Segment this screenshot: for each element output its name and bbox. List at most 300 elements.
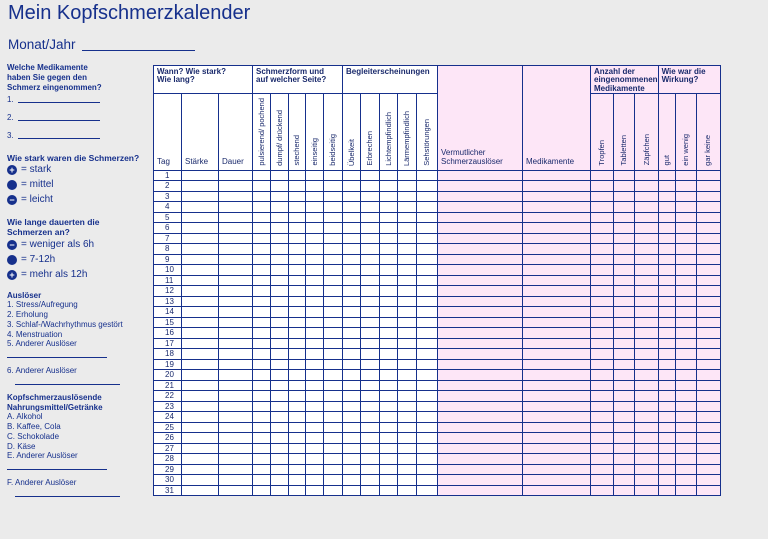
entry-cell[interactable] bbox=[417, 338, 438, 349]
entry-cell[interactable] bbox=[219, 401, 253, 412]
entry-cell[interactable] bbox=[523, 181, 591, 192]
entry-cell[interactable] bbox=[417, 265, 438, 276]
entry-cell[interactable] bbox=[253, 359, 271, 370]
entry-cell[interactable] bbox=[398, 275, 417, 286]
entry-cell[interactable] bbox=[398, 317, 417, 328]
entry-cell[interactable] bbox=[417, 380, 438, 391]
entry-cell[interactable] bbox=[380, 328, 398, 339]
entry-cell[interactable] bbox=[219, 454, 253, 465]
entry-cell[interactable] bbox=[523, 359, 591, 370]
entry-cell[interactable] bbox=[380, 475, 398, 486]
entry-cell[interactable] bbox=[675, 265, 696, 276]
entry-cell[interactable] bbox=[438, 317, 523, 328]
entry-cell[interactable] bbox=[289, 275, 306, 286]
entry-cell[interactable] bbox=[613, 422, 635, 433]
entry-cell[interactable] bbox=[675, 275, 696, 286]
entry-cell[interactable] bbox=[417, 412, 438, 423]
entry-cell[interactable] bbox=[380, 412, 398, 423]
entry-cell[interactable] bbox=[182, 464, 219, 475]
entry-cell[interactable] bbox=[306, 433, 324, 444]
entry-cell[interactable] bbox=[361, 275, 380, 286]
entry-cell[interactable] bbox=[591, 286, 614, 297]
entry-cell[interactable] bbox=[696, 412, 720, 423]
entry-cell[interactable] bbox=[591, 202, 614, 213]
entry-cell[interactable] bbox=[306, 181, 324, 192]
entry-cell[interactable] bbox=[380, 254, 398, 265]
entry-cell[interactable] bbox=[696, 244, 720, 255]
medication-line-1[interactable]: 1. bbox=[7, 95, 152, 105]
entry-cell[interactable] bbox=[182, 212, 219, 223]
entry-cell[interactable] bbox=[591, 401, 614, 412]
entry-cell[interactable] bbox=[417, 212, 438, 223]
entry-cell[interactable] bbox=[219, 170, 253, 181]
entry-cell[interactable] bbox=[380, 265, 398, 276]
entry-cell[interactable] bbox=[417, 244, 438, 255]
entry-cell[interactable] bbox=[613, 244, 635, 255]
entry-cell[interactable] bbox=[380, 349, 398, 360]
entry-cell[interactable] bbox=[658, 412, 675, 423]
entry-cell[interactable] bbox=[324, 296, 343, 307]
entry-cell[interactable] bbox=[398, 401, 417, 412]
entry-cell[interactable] bbox=[438, 380, 523, 391]
entry-cell[interactable] bbox=[696, 401, 720, 412]
entry-cell[interactable] bbox=[438, 443, 523, 454]
entry-cell[interactable] bbox=[343, 380, 361, 391]
entry-cell[interactable] bbox=[591, 212, 614, 223]
entry-cell[interactable] bbox=[696, 349, 720, 360]
entry-cell[interactable] bbox=[306, 317, 324, 328]
entry-cell[interactable] bbox=[675, 401, 696, 412]
entry-cell[interactable] bbox=[398, 286, 417, 297]
entry-cell[interactable] bbox=[398, 370, 417, 381]
medication-line-3[interactable]: 3. bbox=[7, 131, 152, 141]
entry-cell[interactable] bbox=[271, 443, 289, 454]
entry-cell[interactable] bbox=[271, 359, 289, 370]
entry-cell[interactable] bbox=[675, 286, 696, 297]
entry-cell[interactable] bbox=[696, 254, 720, 265]
entry-cell[interactable] bbox=[613, 328, 635, 339]
entry-cell[interactable] bbox=[417, 296, 438, 307]
entry-cell[interactable] bbox=[271, 475, 289, 486]
entry-cell[interactable] bbox=[219, 244, 253, 255]
entry-cell[interactable] bbox=[324, 485, 343, 496]
entry-cell[interactable] bbox=[380, 401, 398, 412]
entry-cell[interactable] bbox=[306, 464, 324, 475]
entry-cell[interactable] bbox=[306, 307, 324, 318]
entry-cell[interactable] bbox=[635, 485, 659, 496]
entry-cell[interactable] bbox=[696, 265, 720, 276]
entry-cell[interactable] bbox=[361, 223, 380, 234]
entry-cell[interactable] bbox=[398, 254, 417, 265]
entry-cell[interactable] bbox=[343, 485, 361, 496]
entry-cell[interactable] bbox=[306, 202, 324, 213]
entry-cell[interactable] bbox=[289, 443, 306, 454]
entry-cell[interactable] bbox=[324, 223, 343, 234]
entry-cell[interactable] bbox=[696, 296, 720, 307]
entry-cell[interactable] bbox=[271, 422, 289, 433]
entry-cell[interactable] bbox=[343, 307, 361, 318]
entry-cell[interactable] bbox=[253, 443, 271, 454]
food-e-line[interactable] bbox=[7, 469, 107, 470]
entry-cell[interactable] bbox=[417, 328, 438, 339]
entry-cell[interactable] bbox=[182, 254, 219, 265]
entry-cell[interactable] bbox=[523, 317, 591, 328]
entry-cell[interactable] bbox=[253, 223, 271, 234]
entry-cell[interactable] bbox=[675, 254, 696, 265]
entry-cell[interactable] bbox=[271, 244, 289, 255]
entry-cell[interactable] bbox=[271, 265, 289, 276]
entry-cell[interactable] bbox=[438, 296, 523, 307]
entry-cell[interactable] bbox=[271, 181, 289, 192]
entry-cell[interactable] bbox=[289, 202, 306, 213]
entry-cell[interactable] bbox=[324, 286, 343, 297]
entry-cell[interactable] bbox=[438, 233, 523, 244]
entry-cell[interactable] bbox=[398, 443, 417, 454]
entry-cell[interactable] bbox=[324, 338, 343, 349]
entry-cell[interactable] bbox=[343, 475, 361, 486]
entry-cell[interactable] bbox=[324, 391, 343, 402]
entry-cell[interactable] bbox=[613, 286, 635, 297]
entry-cell[interactable] bbox=[380, 286, 398, 297]
entry-cell[interactable] bbox=[523, 202, 591, 213]
entry-cell[interactable] bbox=[696, 475, 720, 486]
entry-cell[interactable] bbox=[306, 349, 324, 360]
entry-cell[interactable] bbox=[182, 380, 219, 391]
entry-cell[interactable] bbox=[343, 464, 361, 475]
entry-cell[interactable] bbox=[591, 349, 614, 360]
entry-cell[interactable] bbox=[380, 170, 398, 181]
entry-cell[interactable] bbox=[253, 370, 271, 381]
entry-cell[interactable] bbox=[613, 254, 635, 265]
entry-cell[interactable] bbox=[343, 422, 361, 433]
entry-cell[interactable] bbox=[523, 307, 591, 318]
entry-cell[interactable] bbox=[523, 454, 591, 465]
entry-cell[interactable] bbox=[398, 454, 417, 465]
entry-cell[interactable] bbox=[417, 202, 438, 213]
entry-cell[interactable] bbox=[613, 464, 635, 475]
entry-cell[interactable] bbox=[271, 212, 289, 223]
entry-cell[interactable] bbox=[361, 202, 380, 213]
entry-cell[interactable] bbox=[635, 380, 659, 391]
entry-cell[interactable] bbox=[289, 464, 306, 475]
entry-cell[interactable] bbox=[658, 475, 675, 486]
entry-cell[interactable] bbox=[306, 328, 324, 339]
entry-cell[interactable] bbox=[306, 391, 324, 402]
entry-cell[interactable] bbox=[324, 380, 343, 391]
entry-cell[interactable] bbox=[635, 212, 659, 223]
entry-cell[interactable] bbox=[253, 328, 271, 339]
entry-cell[interactable] bbox=[658, 223, 675, 234]
entry-cell[interactable] bbox=[635, 296, 659, 307]
entry-cell[interactable] bbox=[289, 170, 306, 181]
entry-cell[interactable] bbox=[361, 191, 380, 202]
entry-cell[interactable] bbox=[635, 181, 659, 192]
entry-cell[interactable] bbox=[253, 485, 271, 496]
entry-cell[interactable] bbox=[361, 328, 380, 339]
entry-cell[interactable] bbox=[675, 170, 696, 181]
entry-cell[interactable] bbox=[398, 265, 417, 276]
entry-cell[interactable] bbox=[361, 359, 380, 370]
entry-cell[interactable] bbox=[289, 223, 306, 234]
entry-cell[interactable] bbox=[591, 223, 614, 234]
entry-cell[interactable] bbox=[182, 443, 219, 454]
entry-cell[interactable] bbox=[361, 464, 380, 475]
entry-cell[interactable] bbox=[613, 307, 635, 318]
entry-cell[interactable] bbox=[591, 422, 614, 433]
entry-cell[interactable] bbox=[417, 254, 438, 265]
entry-cell[interactable] bbox=[306, 265, 324, 276]
entry-cell[interactable] bbox=[324, 464, 343, 475]
entry-cell[interactable] bbox=[289, 296, 306, 307]
entry-cell[interactable] bbox=[523, 275, 591, 286]
entry-cell[interactable] bbox=[343, 265, 361, 276]
entry-cell[interactable] bbox=[380, 485, 398, 496]
entry-cell[interactable] bbox=[306, 380, 324, 391]
entry-cell[interactable] bbox=[658, 254, 675, 265]
entry-cell[interactable] bbox=[635, 233, 659, 244]
entry-cell[interactable] bbox=[306, 485, 324, 496]
entry-cell[interactable] bbox=[658, 202, 675, 213]
entry-cell[interactable] bbox=[324, 181, 343, 192]
entry-cell[interactable] bbox=[343, 328, 361, 339]
entry-cell[interactable] bbox=[219, 349, 253, 360]
entry-cell[interactable] bbox=[289, 328, 306, 339]
entry-cell[interactable] bbox=[696, 328, 720, 339]
entry-cell[interactable] bbox=[380, 370, 398, 381]
entry-cell[interactable] bbox=[635, 202, 659, 213]
entry-cell[interactable] bbox=[253, 475, 271, 486]
entry-cell[interactable] bbox=[271, 233, 289, 244]
entry-cell[interactable] bbox=[253, 181, 271, 192]
entry-cell[interactable] bbox=[523, 412, 591, 423]
entry-cell[interactable] bbox=[182, 359, 219, 370]
entry-cell[interactable] bbox=[591, 443, 614, 454]
entry-cell[interactable] bbox=[438, 275, 523, 286]
entry-cell[interactable] bbox=[696, 307, 720, 318]
entry-cell[interactable] bbox=[635, 191, 659, 202]
entry-cell[interactable] bbox=[343, 433, 361, 444]
entry-cell[interactable] bbox=[675, 296, 696, 307]
entry-cell[interactable] bbox=[271, 338, 289, 349]
entry-cell[interactable] bbox=[523, 338, 591, 349]
entry-cell[interactable] bbox=[658, 485, 675, 496]
entry-cell[interactable] bbox=[219, 307, 253, 318]
entry-cell[interactable] bbox=[343, 454, 361, 465]
entry-cell[interactable] bbox=[438, 359, 523, 370]
entry-cell[interactable] bbox=[182, 275, 219, 286]
entry-cell[interactable] bbox=[380, 244, 398, 255]
entry-cell[interactable] bbox=[675, 338, 696, 349]
entry-cell[interactable] bbox=[306, 338, 324, 349]
entry-cell[interactable] bbox=[523, 286, 591, 297]
entry-cell[interactable] bbox=[398, 485, 417, 496]
entry-cell[interactable] bbox=[591, 254, 614, 265]
entry-cell[interactable] bbox=[591, 265, 614, 276]
entry-cell[interactable] bbox=[591, 191, 614, 202]
entry-cell[interactable] bbox=[271, 349, 289, 360]
entry-cell[interactable] bbox=[696, 422, 720, 433]
entry-cell[interactable] bbox=[219, 380, 253, 391]
entry-cell[interactable] bbox=[696, 370, 720, 381]
entry-cell[interactable] bbox=[523, 191, 591, 202]
entry-cell[interactable] bbox=[343, 223, 361, 234]
entry-cell[interactable] bbox=[380, 275, 398, 286]
entry-cell[interactable] bbox=[398, 380, 417, 391]
entry-cell[interactable] bbox=[696, 170, 720, 181]
entry-cell[interactable] bbox=[658, 349, 675, 360]
entry-cell[interactable] bbox=[398, 202, 417, 213]
entry-cell[interactable] bbox=[182, 338, 219, 349]
entry-cell[interactable] bbox=[675, 244, 696, 255]
entry-cell[interactable] bbox=[696, 391, 720, 402]
entry-cell[interactable] bbox=[306, 286, 324, 297]
entry-cell[interactable] bbox=[343, 170, 361, 181]
entry-cell[interactable] bbox=[289, 338, 306, 349]
entry-cell[interactable] bbox=[182, 307, 219, 318]
entry-cell[interactable] bbox=[523, 422, 591, 433]
entry-cell[interactable] bbox=[438, 191, 523, 202]
entry-cell[interactable] bbox=[182, 412, 219, 423]
entry-cell[interactable] bbox=[591, 338, 614, 349]
entry-cell[interactable] bbox=[380, 317, 398, 328]
entry-cell[interactable] bbox=[696, 464, 720, 475]
entry-cell[interactable] bbox=[271, 202, 289, 213]
entry-cell[interactable] bbox=[675, 485, 696, 496]
entry-cell[interactable] bbox=[417, 233, 438, 244]
entry-cell[interactable] bbox=[613, 485, 635, 496]
entry-cell[interactable] bbox=[613, 233, 635, 244]
entry-cell[interactable] bbox=[438, 338, 523, 349]
entry-cell[interactable] bbox=[696, 181, 720, 192]
entry-cell[interactable] bbox=[398, 422, 417, 433]
entry-cell[interactable] bbox=[289, 422, 306, 433]
entry-cell[interactable] bbox=[398, 391, 417, 402]
entry-cell[interactable] bbox=[361, 265, 380, 276]
entry-cell[interactable] bbox=[306, 370, 324, 381]
entry-cell[interactable] bbox=[380, 233, 398, 244]
entry-cell[interactable] bbox=[253, 202, 271, 213]
entry-cell[interactable] bbox=[613, 380, 635, 391]
entry-cell[interactable] bbox=[675, 380, 696, 391]
entry-cell[interactable] bbox=[219, 359, 253, 370]
entry-cell[interactable] bbox=[343, 233, 361, 244]
entry-cell[interactable] bbox=[306, 191, 324, 202]
entry-cell[interactable] bbox=[675, 202, 696, 213]
entry-cell[interactable] bbox=[523, 349, 591, 360]
entry-cell[interactable] bbox=[380, 202, 398, 213]
entry-cell[interactable] bbox=[306, 233, 324, 244]
entry-cell[interactable] bbox=[635, 307, 659, 318]
entry-cell[interactable] bbox=[696, 233, 720, 244]
entry-cell[interactable] bbox=[696, 212, 720, 223]
entry-cell[interactable] bbox=[219, 202, 253, 213]
entry-cell[interactable] bbox=[219, 286, 253, 297]
entry-cell[interactable] bbox=[613, 275, 635, 286]
entry-cell[interactable] bbox=[253, 349, 271, 360]
entry-cell[interactable] bbox=[182, 454, 219, 465]
entry-cell[interactable] bbox=[658, 212, 675, 223]
entry-cell[interactable] bbox=[380, 464, 398, 475]
entry-cell[interactable] bbox=[591, 433, 614, 444]
entry-cell[interactable] bbox=[417, 454, 438, 465]
entry-cell[interactable] bbox=[361, 422, 380, 433]
entry-cell[interactable] bbox=[591, 317, 614, 328]
entry-cell[interactable] bbox=[675, 317, 696, 328]
entry-cell[interactable] bbox=[675, 475, 696, 486]
entry-cell[interactable] bbox=[182, 422, 219, 433]
entry-cell[interactable] bbox=[438, 454, 523, 465]
entry-cell[interactable] bbox=[289, 307, 306, 318]
entry-cell[interactable] bbox=[635, 359, 659, 370]
entry-cell[interactable] bbox=[361, 433, 380, 444]
entry-cell[interactable] bbox=[658, 433, 675, 444]
entry-cell[interactable] bbox=[253, 338, 271, 349]
entry-cell[interactable] bbox=[417, 359, 438, 370]
entry-cell[interactable] bbox=[324, 370, 343, 381]
entry-cell[interactable] bbox=[271, 391, 289, 402]
entry-cell[interactable] bbox=[438, 401, 523, 412]
entry-cell[interactable] bbox=[438, 202, 523, 213]
entry-cell[interactable] bbox=[658, 380, 675, 391]
entry-cell[interactable] bbox=[523, 380, 591, 391]
entry-cell[interactable] bbox=[613, 296, 635, 307]
entry-cell[interactable] bbox=[306, 443, 324, 454]
entry-cell[interactable] bbox=[523, 475, 591, 486]
entry-cell[interactable] bbox=[696, 202, 720, 213]
entry-cell[interactable] bbox=[219, 317, 253, 328]
entry-cell[interactable] bbox=[658, 244, 675, 255]
entry-cell[interactable] bbox=[361, 254, 380, 265]
entry-cell[interactable] bbox=[658, 464, 675, 475]
entry-cell[interactable] bbox=[219, 422, 253, 433]
entry-cell[interactable] bbox=[635, 433, 659, 444]
entry-cell[interactable] bbox=[219, 433, 253, 444]
entry-cell[interactable] bbox=[591, 412, 614, 423]
entry-cell[interactable] bbox=[306, 296, 324, 307]
entry-cell[interactable] bbox=[417, 422, 438, 433]
entry-cell[interactable] bbox=[182, 181, 219, 192]
entry-cell[interactable] bbox=[271, 464, 289, 475]
entry-cell[interactable] bbox=[182, 296, 219, 307]
entry-cell[interactable] bbox=[635, 412, 659, 423]
entry-cell[interactable] bbox=[361, 370, 380, 381]
entry-cell[interactable] bbox=[398, 349, 417, 360]
entry-cell[interactable] bbox=[306, 412, 324, 423]
entry-cell[interactable] bbox=[398, 412, 417, 423]
entry-cell[interactable] bbox=[324, 265, 343, 276]
entry-cell[interactable] bbox=[253, 422, 271, 433]
entry-cell[interactable] bbox=[417, 370, 438, 381]
entry-cell[interactable] bbox=[675, 191, 696, 202]
entry-cell[interactable] bbox=[271, 223, 289, 234]
entry-cell[interactable] bbox=[523, 401, 591, 412]
entry-cell[interactable] bbox=[398, 296, 417, 307]
entry-cell[interactable] bbox=[398, 212, 417, 223]
entry-cell[interactable] bbox=[398, 328, 417, 339]
entry-cell[interactable] bbox=[380, 191, 398, 202]
entry-cell[interactable] bbox=[635, 328, 659, 339]
entry-cell[interactable] bbox=[591, 391, 614, 402]
entry-cell[interactable] bbox=[635, 170, 659, 181]
entry-cell[interactable] bbox=[398, 307, 417, 318]
entry-cell[interactable] bbox=[361, 338, 380, 349]
entry-cell[interactable] bbox=[438, 265, 523, 276]
entry-cell[interactable] bbox=[696, 454, 720, 465]
entry-cell[interactable] bbox=[613, 443, 635, 454]
entry-cell[interactable] bbox=[591, 370, 614, 381]
entry-cell[interactable] bbox=[361, 401, 380, 412]
entry-cell[interactable] bbox=[306, 475, 324, 486]
